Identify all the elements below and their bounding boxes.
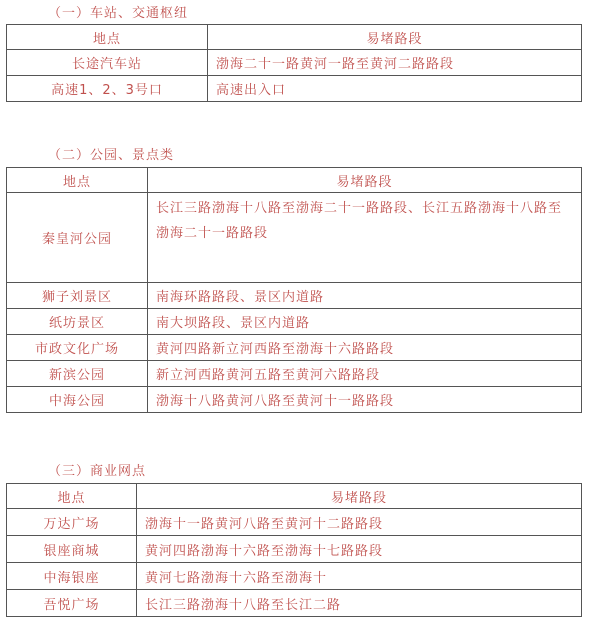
section-title: （三）商业网点 [48,464,147,479]
table-row [7,509,582,536]
section-title: （一）车站、交通枢纽 [48,6,189,21]
place-cell: 新滨公园 [7,361,148,387]
road-cell: 渤海十八路黄河八路至黄河十一路路段 [148,387,582,413]
place-cell: 长途汽车站 [7,50,208,76]
road-cell: 长江三路渤海十八路至长江二路 [137,590,582,617]
section-title: （二）公园、景点类 [48,148,175,163]
header-place: 地点 [7,484,137,509]
road-cell: 黄河四路渤海十六路至渤海十七路路段 [137,536,582,563]
place-cell: 万达广场 [7,509,137,536]
road-cell: 南海环路路段、景区内道路 [148,283,582,309]
road-cell: 南大坝路段、景区内道路 [148,309,582,335]
road-cell: 黄河四路新立河西路至渤海十六路路段 [148,335,582,361]
place-cell: 银座商城 [7,536,137,563]
table-row [7,335,582,361]
table-row [7,50,582,76]
place-cell: 吾悦广场 [7,590,137,617]
table-header-row [7,25,582,50]
header-place: 地点 [7,25,208,50]
place-cell: 中海银座 [7,563,137,590]
place-cell: 秦皇河公园 [7,193,148,283]
commercial-table [6,483,582,617]
table-row [7,536,582,563]
road-cell: 渤海二十一路黄河一路至黄河二路路段 [208,50,582,76]
header-road: 易堵路段 [137,484,582,509]
header-road: 易堵路段 [208,25,582,50]
header-road: 易堵路段 [148,168,582,193]
road-cell: 黄河七路渤海十六路至渤海十 [137,563,582,590]
header-place: 地点 [7,168,148,193]
place-cell: 高速1、2、3号口 [7,76,208,102]
road-cell: 长江三路渤海十八路至渤海二十一路路段、长江五路渤海十八路至渤海二十一路路段 [148,193,582,283]
place-cell: 狮子刘景区 [7,283,148,309]
road-cell: 高速出入口 [208,76,582,102]
transport-hub-table [6,24,582,102]
table-row [7,76,582,102]
table-header-row [7,168,582,193]
place-cell: 中海公园 [7,387,148,413]
road-cell: 新立河西路黄河五路至黄河六路路段 [148,361,582,387]
table-row [7,309,582,335]
table-row [7,590,582,617]
road-cell: 渤海十一路黄河八路至黄河十二路路段 [137,509,582,536]
table-header-row [7,484,582,509]
table-row [7,283,582,309]
place-cell: 市政文化广场 [7,335,148,361]
table-row [7,193,582,283]
table-row [7,361,582,387]
park-scenic-table [6,167,582,413]
table-row [7,387,582,413]
place-cell: 纸坊景区 [7,309,148,335]
table-row [7,563,582,590]
